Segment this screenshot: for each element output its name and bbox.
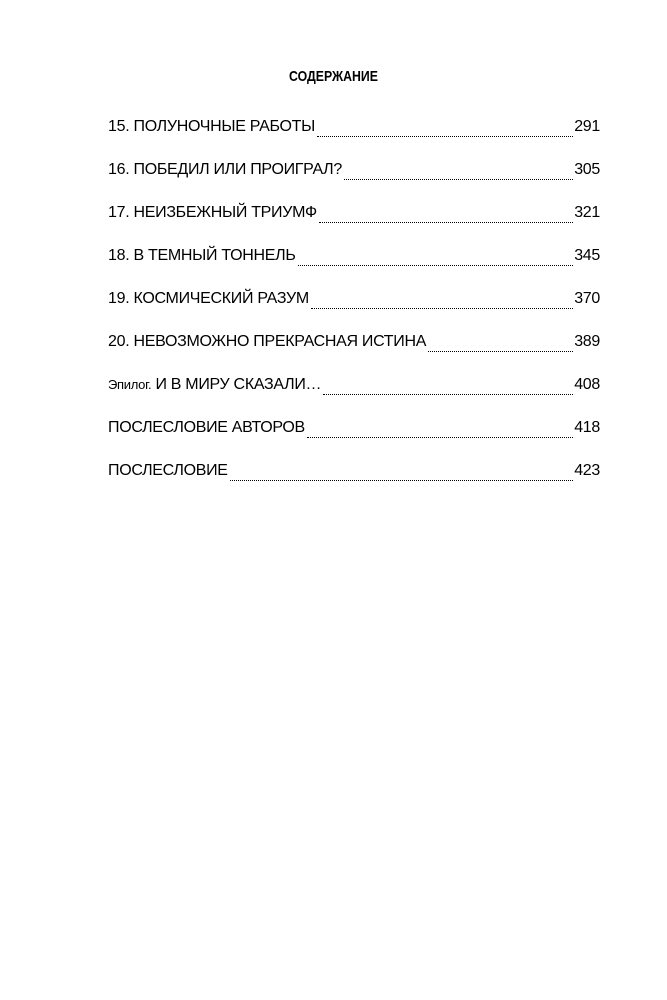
toc-entry-title <box>108 375 321 395</box>
toc-entry-page: 305 <box>574 161 600 178</box>
toc-entry <box>108 332 600 375</box>
toc-entry <box>108 246 600 289</box>
dot-leader <box>230 480 574 481</box>
toc-entry-title: ПОСЛЕСЛОВИЕ <box>108 462 228 479</box>
dot-leader <box>307 437 573 438</box>
toc-entry <box>108 375 600 418</box>
toc-entry <box>108 117 600 160</box>
toc-entry-title: 17. НЕИЗБЕЖНЫЙ ТРИУМФ <box>108 204 317 221</box>
toc-entry <box>108 418 600 461</box>
dot-leader <box>344 179 573 180</box>
dot-leader <box>317 136 573 137</box>
dot-leader <box>298 265 574 266</box>
dot-leader <box>428 351 573 352</box>
dot-leader <box>319 222 573 223</box>
toc-entry-page: 408 <box>574 376 600 393</box>
toc-entry <box>108 289 600 332</box>
toc-entry-page: 389 <box>574 333 600 350</box>
dot-leader <box>311 308 573 309</box>
table-of-contents <box>108 117 600 504</box>
toc-entry-title: 20. НЕВОЗМОЖНО ПРЕКРАСНАЯ ИСТИНА <box>108 333 427 350</box>
toc-entry <box>108 160 600 203</box>
toc-entry-title: 18. В ТЕМНЫЙ ТОННЕЛЬ <box>108 247 296 264</box>
toc-entry-title-main: И В МИРУ СКАЗАЛИ… <box>155 376 322 393</box>
toc-entry-page: 291 <box>574 118 600 135</box>
page-title: СОДЕРЖАНИЕ <box>289 68 378 85</box>
toc-entry-page: 321 <box>574 204 600 221</box>
toc-entry-page: 423 <box>574 462 600 479</box>
toc-entry-title: 15. ПОЛУНОЧНЫЕ РАБОТЫ <box>108 118 315 135</box>
toc-entry <box>108 461 600 504</box>
toc-entry-title: ПОСЛЕСЛОВИЕ АВТОРОВ <box>108 419 305 436</box>
toc-entry-title-prefix: Эпилог. <box>108 377 152 392</box>
toc-entry-title: 16. ПОБЕДИЛ ИЛИ ПРОИГРАЛ? <box>108 161 342 178</box>
toc-entry <box>108 203 600 246</box>
toc-entry-page: 370 <box>574 290 600 307</box>
toc-entry-title: 19. КОСМИЧЕСКИЙ РАЗУМ <box>108 290 309 307</box>
toc-entry-page: 418 <box>574 419 600 436</box>
dot-leader <box>323 394 573 395</box>
toc-entry-page: 345 <box>574 247 600 264</box>
